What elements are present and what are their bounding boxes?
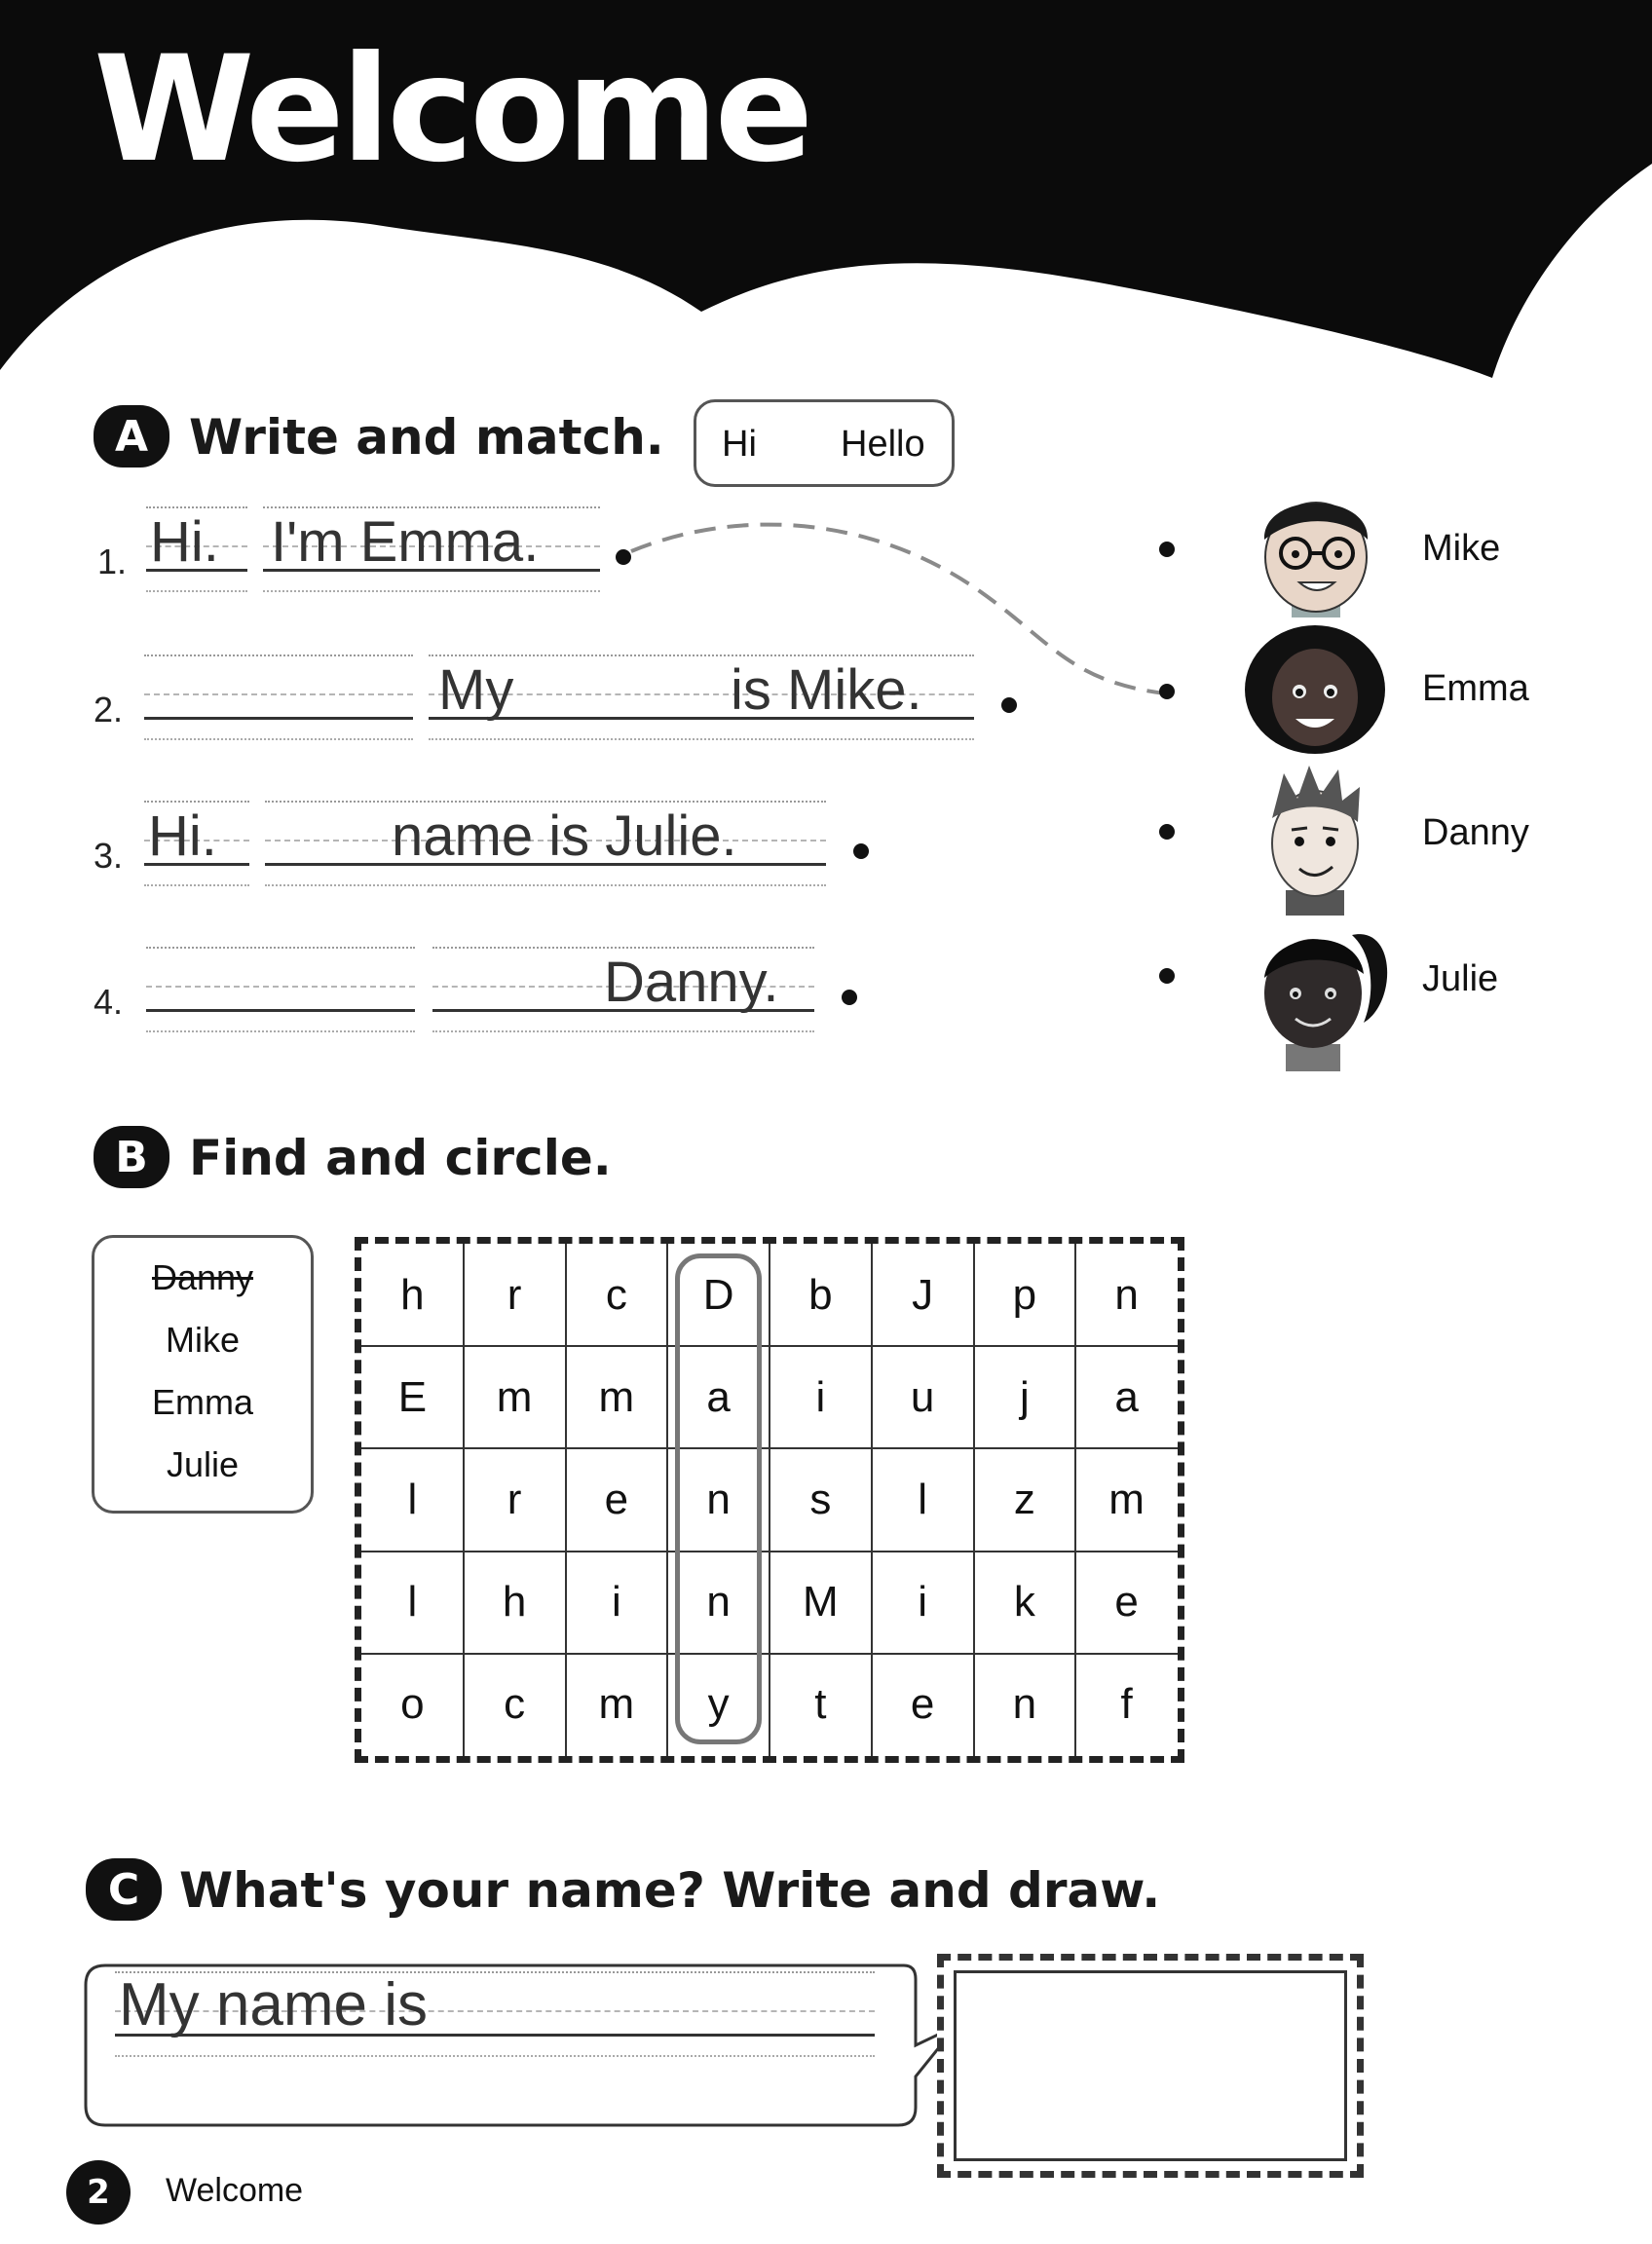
grid-cell[interactable]: t [814, 1680, 827, 1729]
grid-cell[interactable]: m [598, 1680, 635, 1729]
match-line [0, 0, 1652, 1071]
grid-line [973, 1244, 975, 1756]
grid-cell[interactable]: n [706, 1475, 731, 1523]
grid-line [361, 1653, 1178, 1655]
row-number: 1. [97, 542, 128, 581]
grid-cell[interactable]: i [815, 1372, 826, 1421]
word-list-item: Mike [165, 1320, 240, 1360]
row-number: 4. [94, 982, 124, 1022]
grid-cell[interactable]: p [1012, 1270, 1037, 1319]
word-box-item: Hi [722, 424, 757, 465]
grid-cell[interactable]: E [397, 1372, 428, 1421]
word-list-item-crossed: Danny [151, 1257, 254, 1297]
grid-cell[interactable]: n [706, 1578, 731, 1627]
grid-cell[interactable]: i [611, 1578, 621, 1627]
page-title: Welcome [94, 25, 810, 195]
grid-line [463, 1244, 465, 1756]
section-c-badge: C [86, 1858, 162, 1921]
name-label: Mike [1422, 528, 1501, 569]
handwritten-word: Hi. [150, 510, 219, 574]
grid-cell[interactable]: l [918, 1475, 928, 1523]
section-b-title: Find and circle. [189, 1130, 612, 1186]
grid-line [565, 1244, 567, 1756]
grid-cell[interactable]: e [604, 1475, 629, 1523]
grid-line [361, 1447, 1178, 1449]
grid-cell[interactable]: D [702, 1270, 734, 1319]
grid-cell[interactable]: l [407, 1475, 418, 1523]
grid-cell[interactable]: M [803, 1578, 839, 1627]
handwritten-word: is Mike. [731, 658, 922, 722]
match-dot[interactable] [1159, 542, 1175, 557]
footer-label: Welcome [166, 2172, 304, 2209]
grid-cell[interactable]: c [504, 1680, 526, 1729]
grid-cell[interactable]: J [912, 1270, 934, 1319]
grid-line [871, 1244, 873, 1756]
row-number: 2. [94, 690, 124, 729]
handwritten-word: Hi. [148, 804, 217, 868]
grid-cell[interactable]: a [706, 1372, 731, 1421]
grid-cell[interactable]: i [918, 1578, 928, 1627]
boy-with-glasses-icon [1243, 481, 1389, 617]
section-b-badge: B [94, 1126, 169, 1188]
grid-cell[interactable]: m [598, 1372, 635, 1421]
grid-line [666, 1244, 668, 1756]
grid-cell[interactable]: f [1120, 1680, 1133, 1729]
match-dot[interactable] [1159, 684, 1175, 699]
grid-cell[interactable]: k [1013, 1578, 1035, 1627]
name-label: Emma [1422, 668, 1529, 709]
page-number: 2 [66, 2160, 131, 2225]
match-dot[interactable] [1159, 824, 1175, 840]
word-list-box [92, 1235, 314, 1514]
row-number: 3. [94, 836, 124, 876]
grid-cell[interactable]: e [910, 1680, 935, 1729]
girl-curly-hair-icon [1237, 623, 1393, 760]
section-a-badge: A [94, 405, 169, 468]
grid-cell[interactable]: h [502, 1578, 527, 1627]
grid-cell[interactable]: n [1114, 1270, 1139, 1319]
handwritten-word: My [438, 658, 514, 722]
name-writing-line[interactable] [115, 1971, 875, 2055]
grid-line [1074, 1244, 1076, 1756]
word-list-item: Emma [151, 1382, 253, 1422]
grid-cell[interactable]: n [1012, 1680, 1037, 1729]
word-search-grid [355, 1237, 1184, 1763]
match-dot[interactable] [1159, 968, 1175, 984]
grid-cell[interactable]: s [809, 1475, 832, 1523]
circled-word-highlight [675, 1253, 762, 1744]
section-a-title: Write and match. [189, 409, 664, 466]
grid-cell[interactable]: y [707, 1680, 730, 1729]
grid-cell[interactable]: r [507, 1270, 522, 1319]
name-label: Julie [1422, 958, 1499, 999]
grid-cell[interactable]: j [1019, 1372, 1030, 1421]
boy-spiky-hair-icon [1257, 760, 1373, 916]
handwritten-word: name is Julie. [392, 804, 737, 868]
girl-ponytail-icon [1251, 916, 1397, 1071]
section-c-title: What's your name? Write and draw. [179, 1862, 1161, 1919]
handwritten-prompt: My name is [119, 1971, 428, 2038]
grid-cell[interactable]: u [910, 1372, 935, 1421]
handwritten-word: Danny. [604, 951, 779, 1014]
grid-cell[interactable]: e [1114, 1578, 1139, 1627]
grid-cell[interactable]: m [1108, 1475, 1145, 1523]
grid-cell[interactable]: b [808, 1270, 833, 1319]
grid-line [769, 1244, 770, 1756]
handwritten-word: I'm Emma. [271, 510, 540, 574]
grid-line [361, 1551, 1178, 1552]
word-list-item: Julie [166, 1444, 240, 1484]
name-label: Danny [1422, 812, 1529, 853]
grid-cell[interactable]: o [400, 1680, 425, 1729]
grid-line [361, 1345, 1178, 1347]
grid-cell[interactable]: a [1114, 1372, 1139, 1421]
grid-cell[interactable]: z [1013, 1475, 1035, 1523]
grid-cell[interactable]: m [496, 1372, 533, 1421]
grid-cell[interactable]: h [400, 1270, 425, 1319]
grid-cell[interactable]: l [407, 1578, 418, 1627]
drawing-box[interactable] [937, 1954, 1364, 2178]
grid-cell[interactable]: c [605, 1270, 627, 1319]
word-box-item: Hello [841, 424, 925, 465]
grid-cell[interactable]: r [507, 1475, 522, 1523]
